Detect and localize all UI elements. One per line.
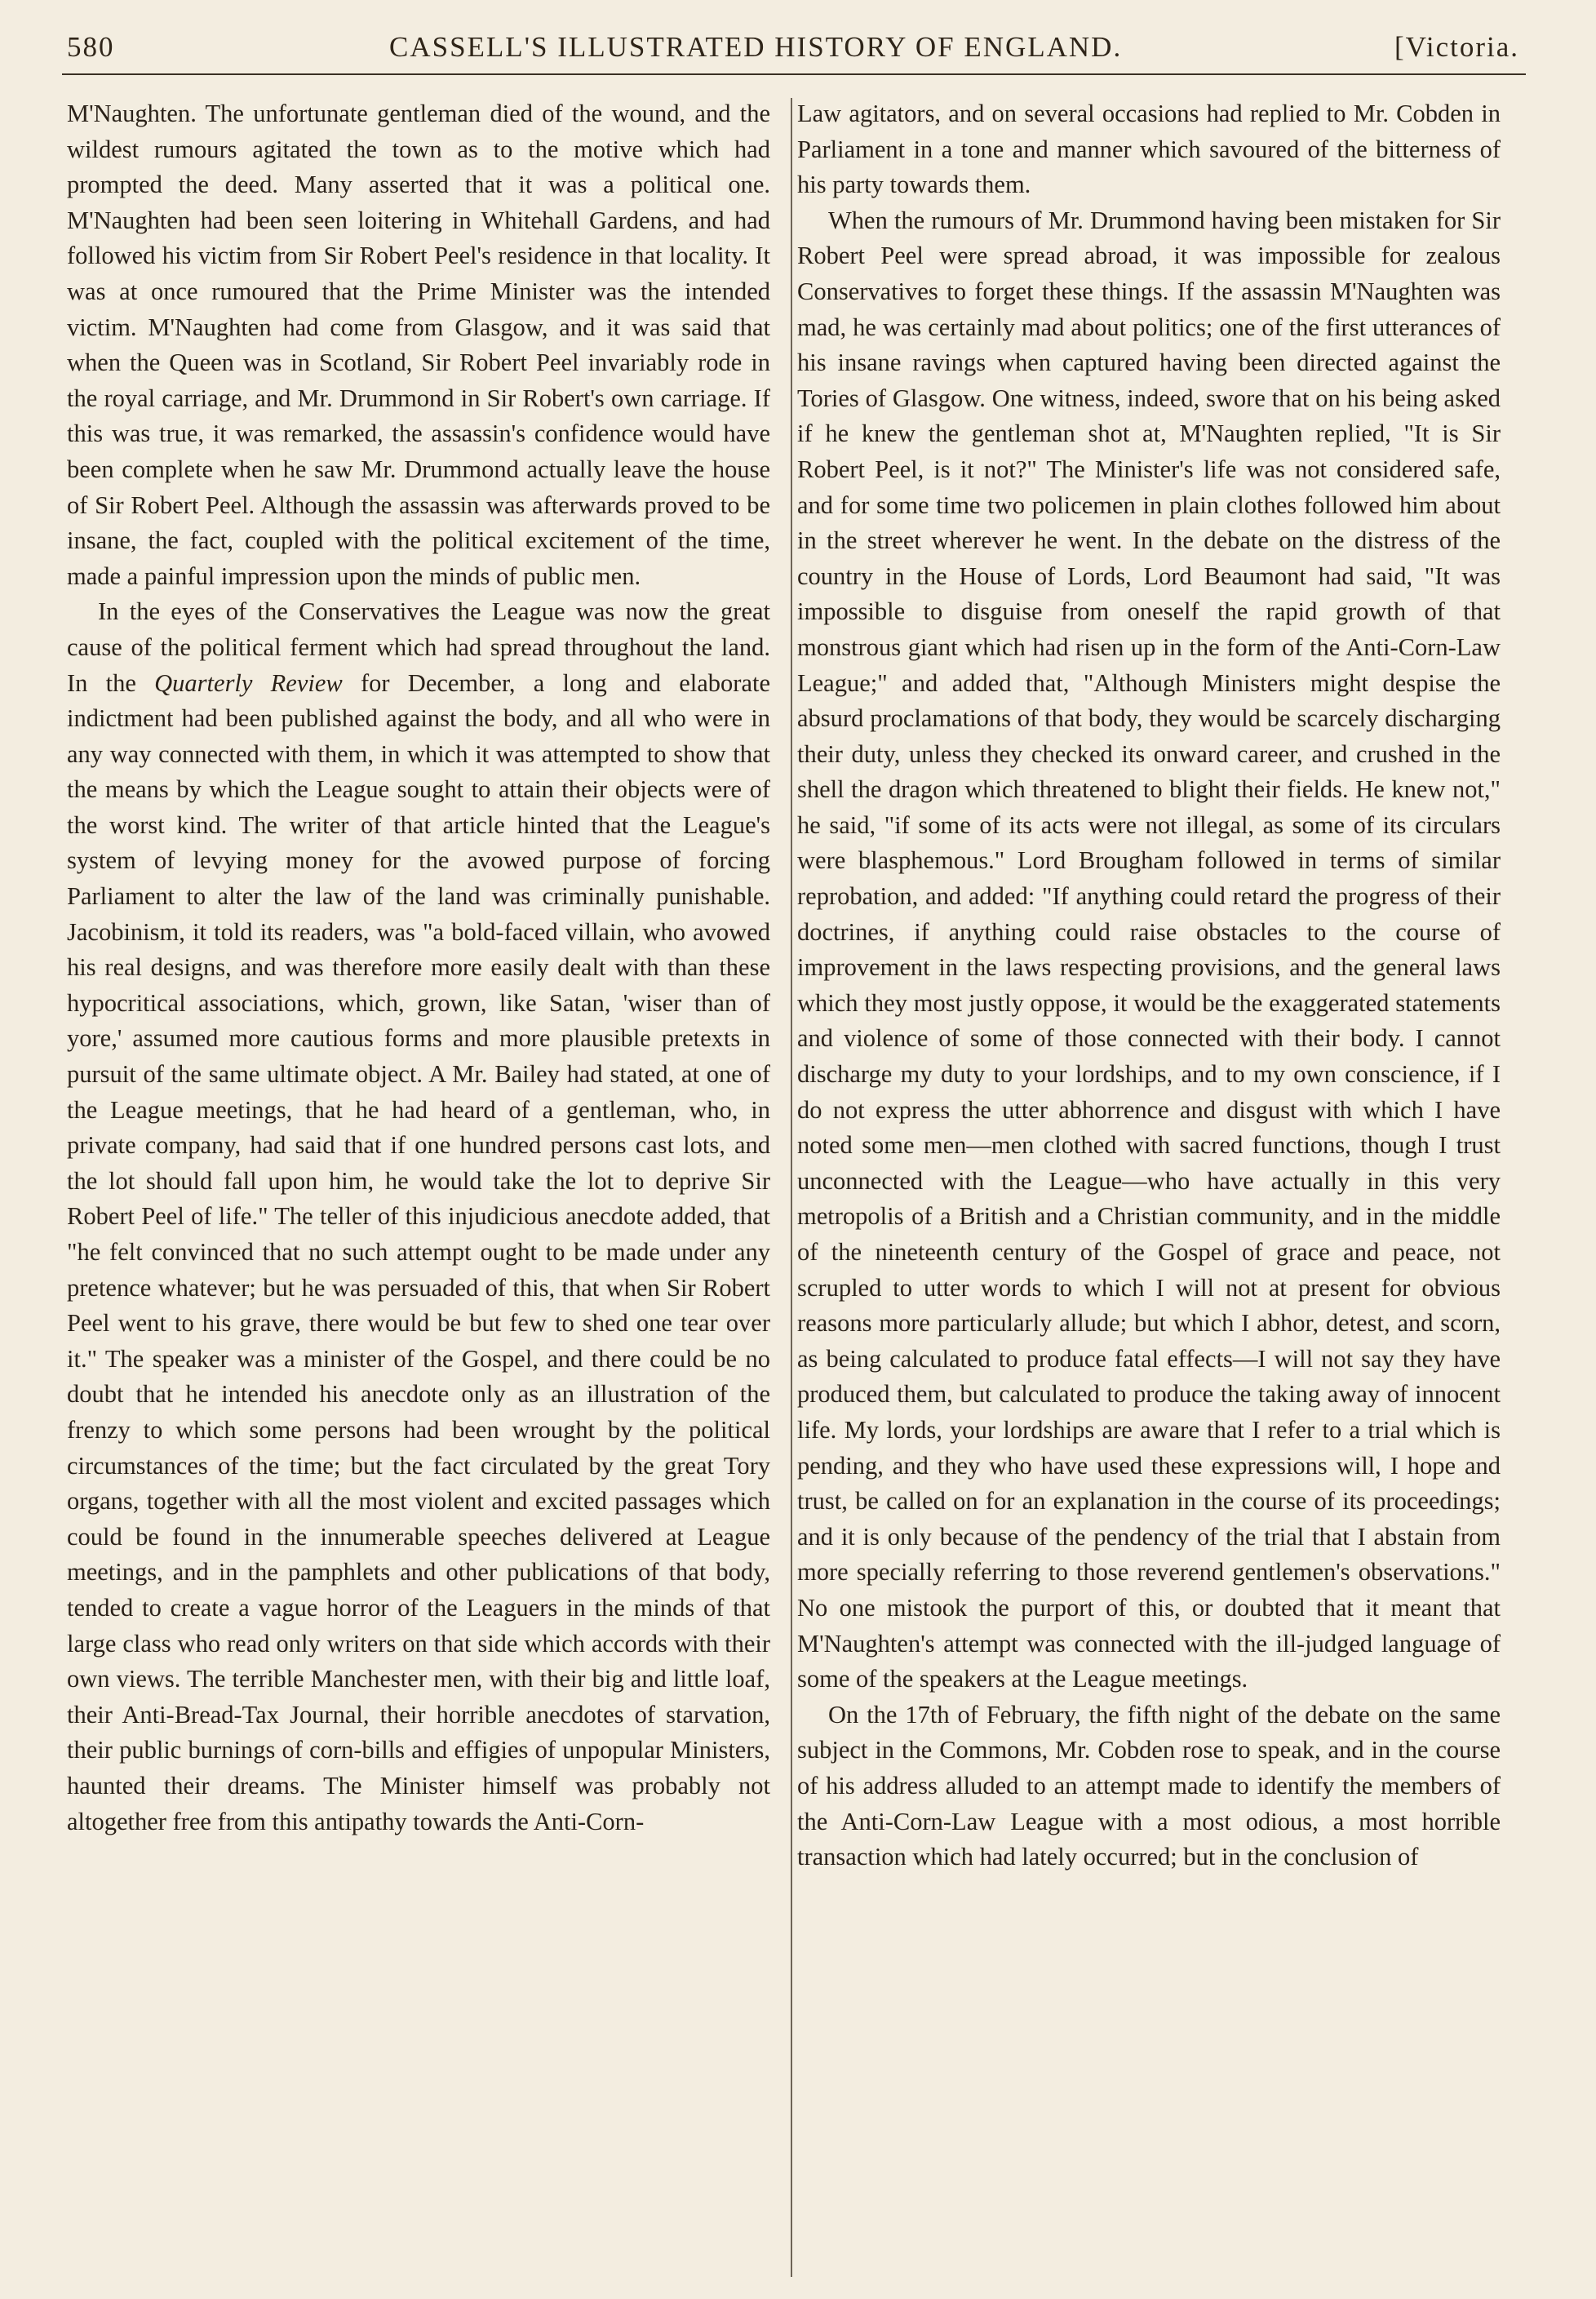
quarterly-review-title: Quarterly Review — [154, 668, 343, 697]
left-paragraph-2-start: In the eyes of the Conservatives the League was now the great cause of the political ferment which had spread throughout the land. In the — [67, 597, 770, 697]
left-paragraph-2 — [67, 594, 770, 1840]
header-rule — [62, 73, 1526, 75]
column-divider — [791, 98, 792, 2277]
page-number: 580 — [67, 31, 115, 63]
left-column — [67, 96, 770, 2283]
right-paragraph-3: On the 17th of February, the fifth night of the debate on the same subject in the Commons, Mr. Cobden rose to speak, and in the course of his address alluded to an attempt made to identify the members of the Anti-Corn-Law League with a most odious, a most horrible transaction which had lately occurred; but in the conclusion of — [797, 1700, 1501, 1871]
section-label: [Victoria. — [1394, 31, 1519, 63]
running-title: CASSELL'S ILLUSTRATED HISTORY OF ENGLAND. — [389, 31, 1123, 63]
left-paragraph-2-rest: for December, a long and elaborate indictment had been published against the body, and all who were in any way connected with them, in which it was attempted to show that the means by which the League sought to attain their objects were of the worst kind. The writer of that article hinted that the League's system of levying money for the avowed purpose of forcing Parliament to alter the law of the land was criminally punishable. Jacobinism, it told its readers, was "a bold-faced villain, who avowed his real designs, and was therefore more easily dealt with than these hypocritical associations, which, grown, like Satan, 'wiser than of yore,' assumed more cautious forms and more plausible pretexts in pursuit of the same ultimate object. A Mr. Bailey had stated, at one of the League meetings, that he had heard of a gentleman, who, in private company, had said that if one hundred persons cast lots, and the lot should fall upon him, he would take the lot to deprive Sir Robert Peel of life." The teller of this injudicious anecdote added, that "he felt convinced that no such attempt ought to be made under any pretence whatever; but he was persuaded of this, that when Sir Robert Peel went to his grave, there would be but few to shed one tear over it." The speaker was a minister of the Gospel, and there could be no doubt that he intended his anecdote only as an illustration of the frenzy to which some persons had been wrought by the political circumstances of the time; but the fact circulated by the great Tory organs, together with all the most violent and excited passages which could be found in the innumerable speeches delivered at League meetings, and in the pamphlets and other publications of that body, tended to create a vague horror of the Leaguers in the minds of that large class who read only writers on that side which accords with their own views. The terrible Manchester men, with their big and little loaf, their Anti-Bread-Tax Journal, their horrible anecdotes of starvation, their public burnings of corn-bills and effigies of unpopular Ministers, haunted their dreams. The Minister himself was probably not altogether free from this antipathy towards the Anti-Corn- — [67, 668, 770, 1835]
page-header — [67, 31, 1519, 73]
right-paragraph-2: When the rumours of Mr. Drummond having been mistaken for Sir Robert Peel were spread abroad, it was impossible for zealous Conservatives to forget these things. If the assassin M'Naughten was mad, he was certainly mad about politics; one of the first utterances of his insane ravings when captured having been directed against the Tories of Glasgow. One witness, indeed, swore that on his being asked if he knew the gentleman shot at, M'Naughten replied, "It is Sir Robert Peel, is it not?" The Minister's life was not considered safe, and for some time two policemen in plain clothes followed him about in the street wherever he went. In the debate on the distress of the country in the House of Lords, Lord Beaumont had said, "It was impossible to disguise from oneself the rapid growth of that monstrous giant which had risen up in the form of the Anti-Corn-Law League;" and added that, "Although Ministers might despise the absurd proclamations of that body, they would be scarcely discharging their duty, unless they checked its onward career, and crushed in the shell the dragon which threatened to blight their fields. He knew not," he said, "if some of its acts were not illegal, as some of its circulars were blasphemous." Lord Brougham followed in terms of similar reprobation, and added: "If anything could retard the progress of their doctrines, if anything could raise obstacles to the course of improvement in the laws respecting provisions, and the general laws which they most justly oppose, it would be the exaggerated statements and violence of some of those connected with their body. I cannot discharge my duty to your lordships, and to my own conscience, if I do not express the utter abhorrence and disgust with which I have noted some men—men clothed with sacred functions, though I trust unconnected with the League—who have actually in this very metropolis of a British and a Christian community, and in the middle of the nineteenth century of the Gospel of grace and peace, not scrupled to utter words to which I will not at present for obvious reasons more particularly allude; but which I abhor, detest, and scorn, as being calculated to produce fatal effects—I will not say they have produced them, but calculated to produce the taking away of innocent life. My lords, your lordships are aware that I refer to a trial which is pending, and they who have used these expressions will, I hope and trust, be called on for an explanation in the course of its proceedings; and it is only because of the pendency of the trial that I abstain from more specially referring to those reverend gentlemen's observations." No one mistook the purport of this, or doubted that it meant that M'Naughten's attempt was connected with the ill-judged language of some of the speakers at the League meetings. — [797, 206, 1501, 1693]
right-column — [797, 96, 1501, 2283]
left-paragraph-1: M'Naughten. The unfortunate gentleman died of the wound, and the wildest rumours agitated the town as to the motive which had prompted the deed. Many asserted that it was a political one. M'Naughten had been seen loitering in Whitehall Gardens, and had followed his victim from Sir Robert Peel's residence in that locality. It was at once rumoured that the Prime Minister was the intended victim. M'Naughten had come from Glasgow, and it was said that when the Queen was in Scotland, Sir Robert Peel invariably rode in the royal carriage, and Mr. Drummond in Sir Robert's own carriage. If this was true, it was remarked, the assassin's confidence would have been complete when he saw Mr. Drummond actually leave the house of Sir Robert Peel. Although the assassin was afterwards proved to be insane, the fact, coupled with the political excitement of the time, made a painful impression upon the minds of public men. — [67, 100, 770, 590]
right-paragraph-1: Law agitators, and on several occasions had replied to Mr. Cobden in Parliament in a tone and manner which savoured of the bitterness of his party towards them. — [797, 100, 1501, 199]
